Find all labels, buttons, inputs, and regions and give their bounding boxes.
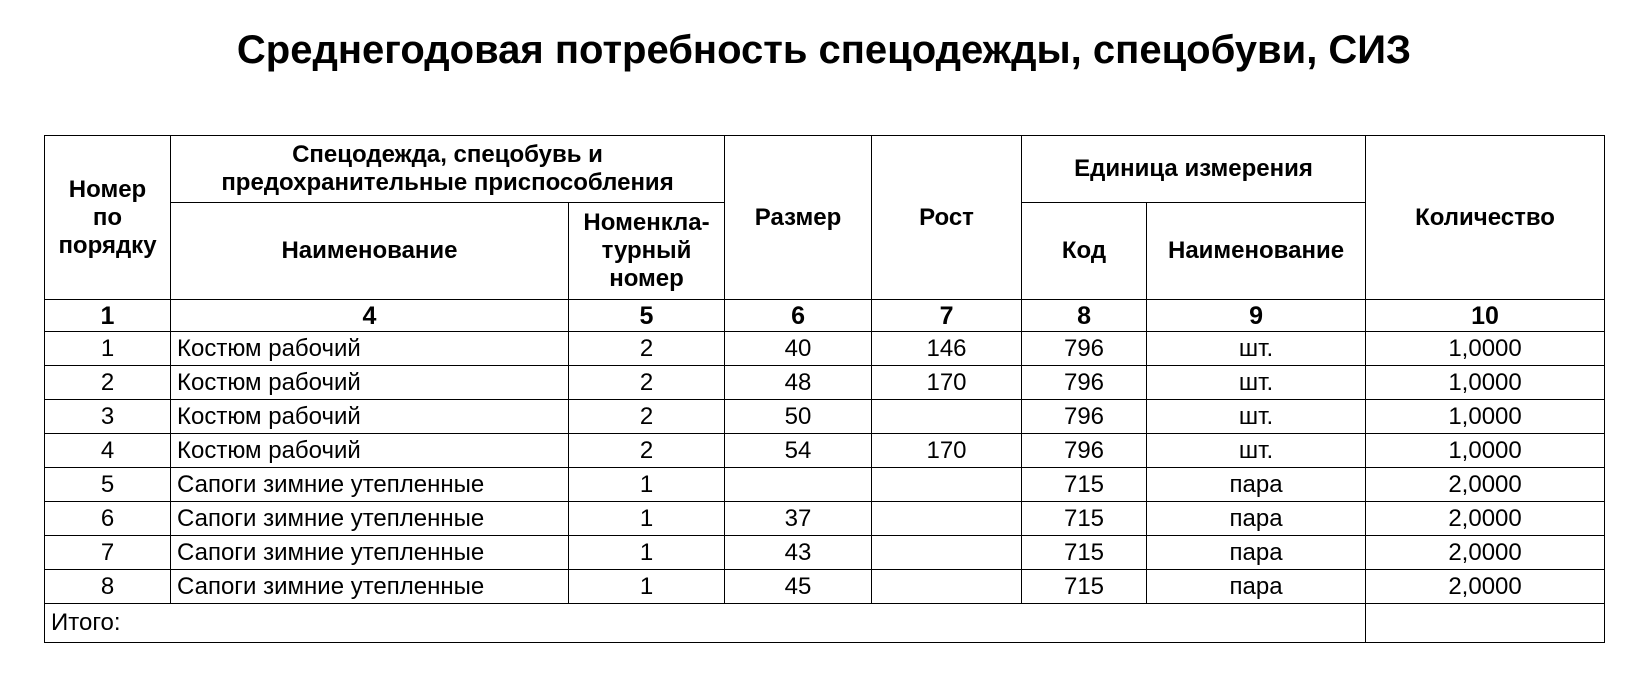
- report-title: Среднегодовая потребность спецодежды, спецобуви, СИЗ: [236, 28, 1412, 72]
- table-body: [45, 332, 1605, 643]
- cell-item-name: Сапоги зимние утепленные: [171, 468, 569, 502]
- cell-row-number: 7: [45, 536, 171, 570]
- table-row: [45, 536, 1605, 570]
- column-number: 6: [725, 300, 872, 332]
- cell-unit-code: 796: [1022, 434, 1147, 468]
- cell-size: 43: [725, 536, 872, 570]
- cell-size: 54: [725, 434, 872, 468]
- total-label: Итого:: [45, 604, 1366, 643]
- total-value: [1366, 604, 1605, 643]
- cell-item-name: Сапоги зимние утепленные: [171, 536, 569, 570]
- cell-item-name: Костюм рабочий: [171, 400, 569, 434]
- header-unit-code: Код: [1022, 203, 1147, 300]
- column-number: 8: [1022, 300, 1147, 332]
- column-number-row: [45, 300, 1605, 332]
- cell-nomenclature: 2: [569, 366, 725, 400]
- cell-height: 170: [872, 434, 1022, 468]
- cell-item-name: Сапоги зимние утепленные: [171, 502, 569, 536]
- cell-height: 170: [872, 366, 1022, 400]
- cell-row-number: 6: [45, 502, 171, 536]
- cell-nomenclature: 1: [569, 468, 725, 502]
- cell-unit-name: пара: [1147, 502, 1366, 536]
- header-item-group: Спецодежда, спецобувь и предохранительные приспособления: [171, 136, 725, 203]
- cell-item-name: Костюм рабочий: [171, 434, 569, 468]
- cell-nomenclature: 2: [569, 400, 725, 434]
- cell-unit-name: шт.: [1147, 434, 1366, 468]
- cell-row-number: 4: [45, 434, 171, 468]
- cell-row-number: 2: [45, 366, 171, 400]
- column-number: 4: [171, 300, 569, 332]
- table-row: [45, 502, 1605, 536]
- cell-unit-name: шт.: [1147, 366, 1366, 400]
- cell-size: 40: [725, 332, 872, 366]
- cell-nomenclature: 1: [569, 570, 725, 604]
- column-number: 9: [1147, 300, 1366, 332]
- cell-size: 45: [725, 570, 872, 604]
- cell-unit-name: пара: [1147, 468, 1366, 502]
- cell-unit-name: пара: [1147, 536, 1366, 570]
- column-number: 1: [45, 300, 171, 332]
- column-number: 10: [1366, 300, 1605, 332]
- cell-quantity: 1,0000: [1366, 434, 1605, 468]
- table-row: [45, 570, 1605, 604]
- table-row: [45, 332, 1605, 366]
- column-number: 5: [569, 300, 725, 332]
- cell-quantity: 2,0000: [1366, 570, 1605, 604]
- cell-unit-name: шт.: [1147, 332, 1366, 366]
- cell-unit-code: 715: [1022, 570, 1147, 604]
- cell-size: [725, 468, 872, 502]
- cell-nomenclature: 1: [569, 536, 725, 570]
- column-number: 7: [872, 300, 1022, 332]
- cell-row-number: 5: [45, 468, 171, 502]
- header-size: Размер: [725, 136, 872, 300]
- cell-item-name: Костюм рабочий: [171, 332, 569, 366]
- cell-row-number: 1: [45, 332, 171, 366]
- header-item-nomenclature: Номенкла-турный номер: [569, 203, 725, 300]
- table-row: [45, 400, 1605, 434]
- cell-nomenclature: 1: [569, 502, 725, 536]
- cell-unit-name: шт.: [1147, 400, 1366, 434]
- cell-height: 146: [872, 332, 1022, 366]
- cell-height: [872, 468, 1022, 502]
- cell-quantity: 1,0000: [1366, 400, 1605, 434]
- cell-height: [872, 502, 1022, 536]
- cell-item-name: Костюм рабочий: [171, 366, 569, 400]
- table-row: [45, 434, 1605, 468]
- cell-row-number: 8: [45, 570, 171, 604]
- total-row: [45, 604, 1605, 643]
- cell-nomenclature: 2: [569, 332, 725, 366]
- cell-unit-code: 715: [1022, 468, 1147, 502]
- cell-size: 48: [725, 366, 872, 400]
- cell-unit-name: пара: [1147, 570, 1366, 604]
- cell-unit-code: 796: [1022, 366, 1147, 400]
- cell-quantity: 1,0000: [1366, 332, 1605, 366]
- header-unit-name: Наименование: [1147, 203, 1366, 300]
- table-row: [45, 366, 1605, 400]
- cell-quantity: 1,0000: [1366, 366, 1605, 400]
- cell-height: [872, 570, 1022, 604]
- cell-height: [872, 536, 1022, 570]
- cell-quantity: 2,0000: [1366, 468, 1605, 502]
- header-item-name: Наименование: [171, 203, 569, 300]
- cell-height: [872, 400, 1022, 434]
- cell-unit-code: 715: [1022, 536, 1147, 570]
- header-unit-group: Единица измерения: [1022, 136, 1366, 203]
- cell-quantity: 2,0000: [1366, 536, 1605, 570]
- cell-item-name: Сапоги зимние утепленные: [171, 570, 569, 604]
- table-row: [45, 468, 1605, 502]
- cell-quantity: 2,0000: [1366, 502, 1605, 536]
- cell-row-number: 3: [45, 400, 171, 434]
- cell-size: 50: [725, 400, 872, 434]
- cell-unit-code: 796: [1022, 332, 1147, 366]
- header-quantity: Количество: [1366, 136, 1605, 300]
- cell-nomenclature: 2: [569, 434, 725, 468]
- cell-size: 37: [725, 502, 872, 536]
- header-row-number: Номер по порядку: [45, 136, 171, 300]
- cell-unit-code: 796: [1022, 400, 1147, 434]
- cell-unit-code: 715: [1022, 502, 1147, 536]
- table-header: [45, 136, 1605, 332]
- requirements-table: [44, 135, 1605, 643]
- header-height: Рост: [872, 136, 1022, 300]
